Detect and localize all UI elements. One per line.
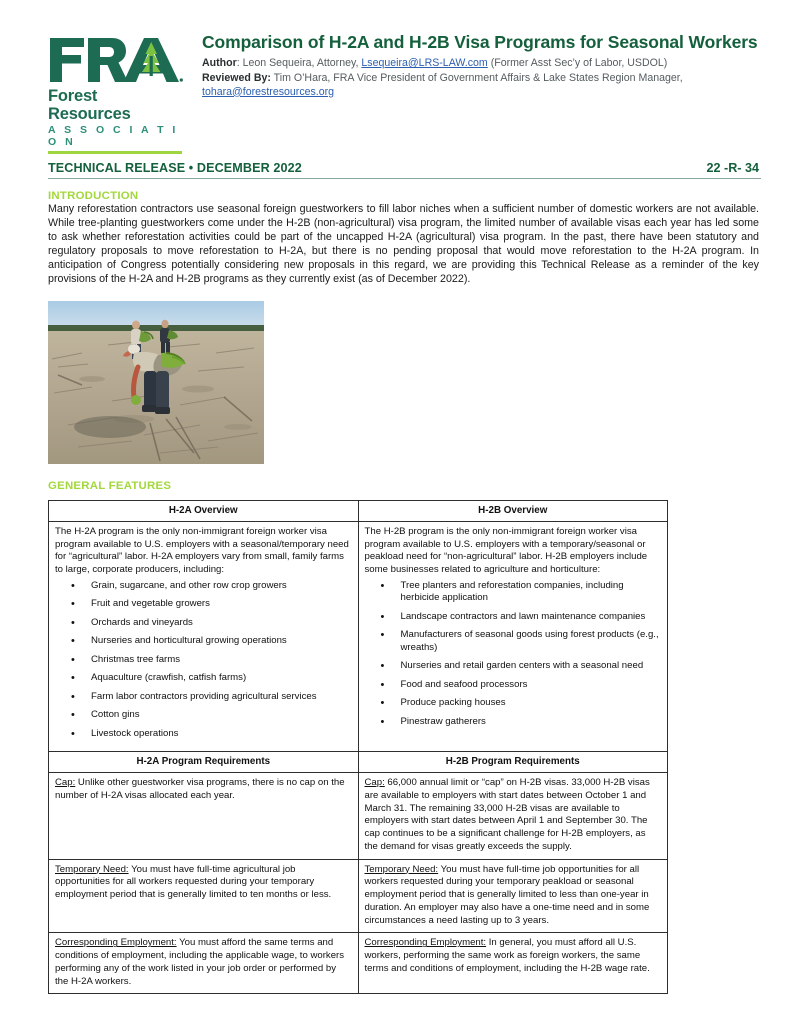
list-item: • Livestock operations	[71, 728, 352, 740]
term-label: Corresponding Employment:	[364, 937, 487, 949]
release-line: TECHNICAL RELEASE • DECEMBER 2022	[48, 161, 302, 176]
term-text: You must have full-time agricultural job opportunities for all workers requested during your temporary employment period that is generally limited to ten months or less.	[55, 863, 332, 901]
list-item: • Produce packing houses	[381, 697, 662, 709]
logo-underline-bar	[48, 151, 182, 154]
list-item: • Grain, sugarcane, and other row crop growers	[71, 580, 352, 592]
document-body	[0, 190, 795, 994]
document-header	[0, 0, 795, 154]
term-text: In general, you must afford all U.S. workers, performing the same work as foreign workers, the same terms and conditions of employment, including the H-2B wage rate.	[364, 937, 650, 974]
list-item: • Aquaculture (crawfish, catfish farms)	[71, 672, 352, 684]
logo-line-forest-resources: Forest Resources	[48, 87, 131, 124]
term-text: You must have full-time job opportunities for all workers requested during your temporary peakload or seasonal employment period that is generally limited to less than one-year in duration. An employer may also have a one-time need and in some circumstances a need lasting up to 3 years.	[364, 863, 650, 926]
tree-planting-crew-photo	[48, 301, 264, 464]
author-suffix: (Former Asst Sec’y of Labor, USDOL)	[487, 57, 668, 70]
cell-h2a-corresponding-employment	[49, 933, 359, 994]
reviewer-label: Reviewed By:	[202, 71, 271, 84]
cell-h2b-temporary-need	[358, 859, 668, 933]
h2b-overview-intro: The H-2B program is the only non-immigrant foreign worker visa program available to U.S. employers with a temporary/seasonal or peakload need for “non-agricultural” labor. H-2B employers include some businesses related to agriculture and horticulture:	[364, 525, 648, 576]
h2b-overview-bullets	[365, 580, 662, 728]
column-header-h2a-requirements: H-2A Program Requirements	[49, 752, 359, 773]
fra-wordmark-icon	[48, 34, 184, 86]
list-item: • Nurseries and retail garden centers with a seasonal need	[381, 660, 662, 672]
list-item: • Tree planters and reforestation companies, including herbicide application	[381, 580, 662, 605]
general-features-heading: GENERAL FEATURES	[48, 479, 172, 492]
list-item: • Cotton gins	[71, 709, 352, 721]
cell-h2b-corresponding-employment	[358, 933, 668, 994]
document-number: 22 -R- 34	[706, 161, 759, 176]
term-label: Corresponding Employment:	[55, 937, 177, 949]
term-label: Cap:	[364, 777, 385, 789]
list-item: • Nurseries and horticultural growing operations	[71, 635, 352, 647]
reviewer-line	[202, 71, 759, 85]
cell-h2b-cap	[358, 773, 668, 860]
comparison-table	[48, 500, 668, 995]
author-line	[202, 56, 759, 70]
cell-h2a-temporary-need	[49, 859, 359, 933]
h2a-overview-bullets	[55, 580, 352, 740]
term-label: Temporary Need:	[364, 863, 439, 875]
table-row	[49, 859, 668, 933]
photo-container	[48, 301, 759, 464]
title-block	[184, 30, 759, 99]
header-divider	[48, 178, 761, 179]
column-header-h2a-overview: H-2A Overview	[49, 500, 359, 521]
term-text: You must afford the same terms and conditions of employment, including the applicable wage, to workers performing any of the work listed in your job order or performed by the H-2A workers.	[55, 937, 345, 987]
list-item: • Manufacturers of seasonal goods using forest products (e.g., wreaths)	[381, 629, 662, 654]
list-item: • Food and seafood processors	[381, 679, 662, 691]
table-row	[49, 933, 668, 994]
column-header-h2b-overview: H-2B Overview	[358, 500, 668, 521]
author-email-link[interactable]: Lsequeira@LRS-LAW.com	[361, 57, 488, 70]
author-text: : Leon Sequeira, Attorney,	[236, 57, 362, 70]
column-header-h2b-requirements: H-2B Program Requirements	[358, 752, 668, 773]
logo-line-association: A S S O C I A T I O N	[48, 124, 179, 148]
list-item: • Landscape contractors and lawn maintenance companies	[381, 611, 662, 623]
cell-h2b-overview	[358, 521, 668, 751]
table-row-overview	[49, 521, 668, 751]
introduction-heading: INTRODUCTION	[48, 190, 139, 203]
list-item: • Christmas tree farms	[71, 654, 352, 666]
technical-release-bar	[0, 154, 795, 175]
introduction-paragraph: Many reforestation contractors use seasonal foreign guestworkers to fill labor niches when a sufficient number of domestic workers are not available. While tree-planting guestworkers come under the H-2B (non-agricultural) visa program, the limited number of available visas each year has led some to ask whether reforestation activities could be part of the uncapped H-2A (agricultural) visa program. In the past, there have been statutory and regulatory proposals to move reforestation to H-2A, but there is no pending proposal that would move reforestation to the H-2A program. In anticipation of Congress potentially considering new proposals in this regard, we are providing this Technical Release as a reminder of the key provisions of the H-2A and H-2B programs as they currently exist (as of December 2022).	[48, 203, 759, 285]
reviewer-email-link[interactable]: tohara@forestresources.org	[202, 85, 335, 98]
list-item: • Orchards and vineyards	[71, 617, 352, 629]
list-item: • Farm labor contractors providing agricultural services	[71, 691, 352, 703]
cell-h2a-overview	[49, 521, 359, 751]
list-item: • Pinestraw gatherers	[381, 716, 662, 728]
term-text: Unlike other guestworker visa programs, there is no cap on the number of H-2A visas allocated each year.	[55, 777, 345, 801]
list-item: • Fruit and vegetable growers	[71, 598, 352, 610]
term-label: Cap:	[55, 777, 76, 789]
reviewer-email-line	[202, 85, 759, 99]
term-label: Temporary Need:	[55, 863, 129, 875]
author-label: Author	[202, 57, 237, 70]
table-row	[49, 773, 668, 860]
term-text: 66,000 annual limit or “cap” on H-2B visas. 33,000 H-2B visas are available to employers with start dates between October 1 and March 31. The remaining 33,000 H-2B visas are available to employers with start dates between April 1 and September 30. The cap continues to be a significant challenge for H-2B employers, as the demand for visas greatly exceeds the supply.	[364, 777, 650, 852]
reviewer-text: Tim O’Hara, FRA Vice President of Government Affairs & Lake States Region Manager,	[270, 71, 683, 84]
cell-h2a-cap	[49, 773, 359, 860]
table-header-row-overview	[49, 500, 668, 521]
page-title: Comparison of H-2A and H-2B Visa Programs for Seasonal Workers	[202, 32, 758, 52]
table-header-row-requirements	[49, 752, 668, 773]
h2a-overview-intro: The H-2A program is the only non-immigrant foreign worker visa program available to U.S. employers with a seasonal/temporary need for “agricultural” labor. H-2A employers vary from small, family farms to large, corporate producers, including:	[55, 525, 349, 576]
fra-logo	[48, 30, 184, 154]
